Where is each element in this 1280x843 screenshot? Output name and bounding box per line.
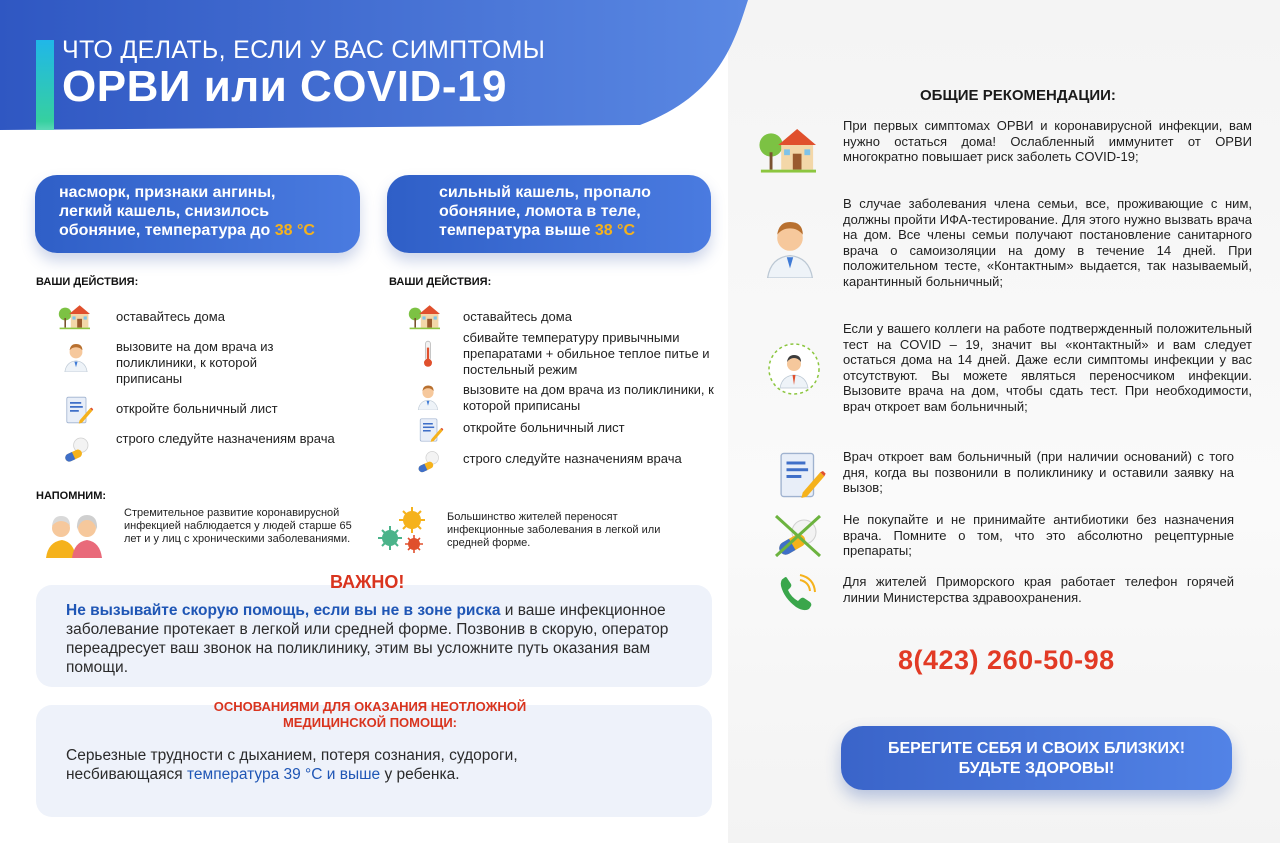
action-left-item: откройте больничный лист xyxy=(116,401,278,416)
reminder-label: НАПОМНИМ: xyxy=(36,490,107,502)
important-title: ВАЖНО! xyxy=(330,572,405,592)
header-banner xyxy=(0,0,760,130)
emergency-heading xyxy=(160,699,580,731)
emergency-text-line-2c: у ребенка. xyxy=(380,766,460,783)
important-rest: и ваше инфекционное заболевание протекает в легкой или средней форме. Позвонив в скорую, оператор переадресует ваш звонок на поликлинику, этим вы усложните путь оказания вам помощи. xyxy=(66,602,669,676)
phone-icon xyxy=(776,572,818,614)
colleague-icon xyxy=(767,342,821,396)
symptoms-mild-line-3: обоняние, температура до xyxy=(59,222,275,239)
header-subtitle: ЧТО ДЕЛАТЬ, ЕСЛИ У ВАС СИМПТОМЫ xyxy=(62,36,546,64)
action-left-item: строго следуйте назначениям врача xyxy=(116,431,335,446)
document-icon xyxy=(416,416,444,444)
thermometer-icon xyxy=(412,338,444,370)
symptoms-mild-card xyxy=(35,175,360,253)
doctor-icon xyxy=(60,340,92,372)
action-left-item: оставайтесь дома xyxy=(116,309,225,324)
house-icon xyxy=(756,116,818,174)
recommendation-item: В случае заболевания члена семьи, все, проживающие с ним, должны пройти ИФА-тестирование. Для этого нужно вызвать врача на дом. Все члены семьи получают постановление санитарного врача о самоизоляции на дому в течение 14 дней. При положительном тесте, «Контактным» выдается, так называемый, карантинный больничный; xyxy=(843,196,1252,289)
symptoms-severe-line-2: обоняние, ломота в теле, xyxy=(439,203,641,220)
virus-icon xyxy=(376,506,428,556)
important-highlight: Не вызывайте скорую помощь, если вы не в зоне риска xyxy=(66,602,501,619)
emergency-temperature: температура 39 °С и выше xyxy=(187,766,381,783)
recommendation-item: Врач откроет вам больничный (при наличии оснований) с того дня, когда вы позвонили в поликлинику и оставили заявку на вызов; xyxy=(843,449,1234,496)
doctor-icon xyxy=(758,208,822,284)
header-title: ОРВИ или COVID-19 xyxy=(62,62,507,111)
symptoms-severe-line-3: температура выше xyxy=(439,222,595,239)
action-right-item: оставайтесь дома xyxy=(463,309,572,324)
recommendation-item: При первых симптомах ОРВИ и коронавирусной инфекции, вам нужно остаться дома! Ослабленный иммунитет от ОРВИ многократно повышает риск заболеть COVID-19; xyxy=(843,118,1252,165)
emergency-text xyxy=(66,746,686,784)
action-right-item: сбивайте температуру привычными препаратами + обильное теплое питье и постельный режим xyxy=(463,330,710,377)
elderly-people-icon xyxy=(44,506,104,558)
emergency-text-line-2a: несбивающаяся xyxy=(66,766,187,783)
no-antibiotics-icon xyxy=(772,512,824,560)
symptoms-severe-card xyxy=(387,175,711,253)
hotline-phone-number[interactable]: 8(423) 260-50-98 xyxy=(898,645,1115,675)
document-icon xyxy=(62,394,94,426)
reminder-left-text: Стремительное развитие коронавирусной инфекцией наблюдается у людей старше 65 лет и у лиц с хроническими заболеваниями. xyxy=(124,507,352,545)
action-right-item: строго следуйте назначениям врача xyxy=(463,451,682,466)
house-icon xyxy=(58,298,90,330)
stay-healthy-line-1: БЕРЕГИТЕ СЕБЯ И СВОИХ БЛИЗКИХ! xyxy=(887,740,1186,757)
action-right-item: вызовите на дом врача из поликлиники, к которой приписаны xyxy=(463,382,714,413)
recommendation-item: Если у вашего коллеги на работе подтвержденный положительный тест на COVID – 19, значит вы «контактный» и вам следует остаться дома на 14 дней. Даже если симптомы инфекции у вас отсутствуют. Вы можете являться переносчиком инфекции. Вызовите врача на дом, чтобы сдать тест. При необходимости, врач откроет вам больничный; xyxy=(843,321,1252,414)
recommendation-item: Не покупайте и не принимайте антибиотики без назначения врача. Помните о том, что это абсолютно рецептурные препараты; xyxy=(843,512,1234,559)
emergency-heading-line-1: ОСНОВАНИЯМИ ДЛЯ ОКАЗАНИЯ НЕОТЛОЖНОЙ xyxy=(213,699,527,714)
actions-right-label: ВАШИ ДЕЙСТВИЯ: xyxy=(389,276,492,288)
symptoms-mild-line-1: насморк, признаки ангины, xyxy=(59,184,276,201)
reminder-right-text: Большинство жителей переносят инфекционные заболевания в легкой или средней форме. xyxy=(447,511,661,549)
symptoms-mild-line-2: легкий кашель, снизилось xyxy=(59,203,270,220)
doctor-icon xyxy=(414,382,442,410)
pills-icon xyxy=(60,434,92,466)
action-right-item: откройте больничный лист xyxy=(463,420,625,435)
symptoms-mild-temperature: 38 °С xyxy=(274,222,315,239)
action-left-item: вызовите на дом врача из поликлиники, к которой приписаны xyxy=(116,339,274,386)
recommendation-item: Для жителей Приморского края работает телефон горячей линии Министерства здравоохранения. xyxy=(843,574,1234,605)
emergency-heading-line-2: МЕДИЦИНСКОЙ ПОМОЩИ: xyxy=(282,715,458,730)
actions-left-label: ВАШИ ДЕЙСТВИЯ: xyxy=(36,276,139,288)
recommendations-title: ОБЩИЕ РЕКОМЕНДАЦИИ: xyxy=(920,87,1116,104)
symptoms-severe-line-1: сильный кашель, пропало xyxy=(439,184,651,201)
stay-healthy-banner xyxy=(841,726,1232,790)
stay-healthy-line-2: БУДЬТЕ ЗДОРОВЫ! xyxy=(958,760,1115,777)
emergency-text-line-1: Серьезные трудности с дыханием, потеря сознания, судороги, xyxy=(66,747,518,764)
document-icon xyxy=(772,448,828,502)
symptoms-severe-temperature: 38 °С xyxy=(594,222,636,239)
pills-icon xyxy=(414,448,442,476)
house-icon xyxy=(408,298,440,330)
banner-accent-strip xyxy=(36,40,54,130)
important-text xyxy=(66,601,686,677)
